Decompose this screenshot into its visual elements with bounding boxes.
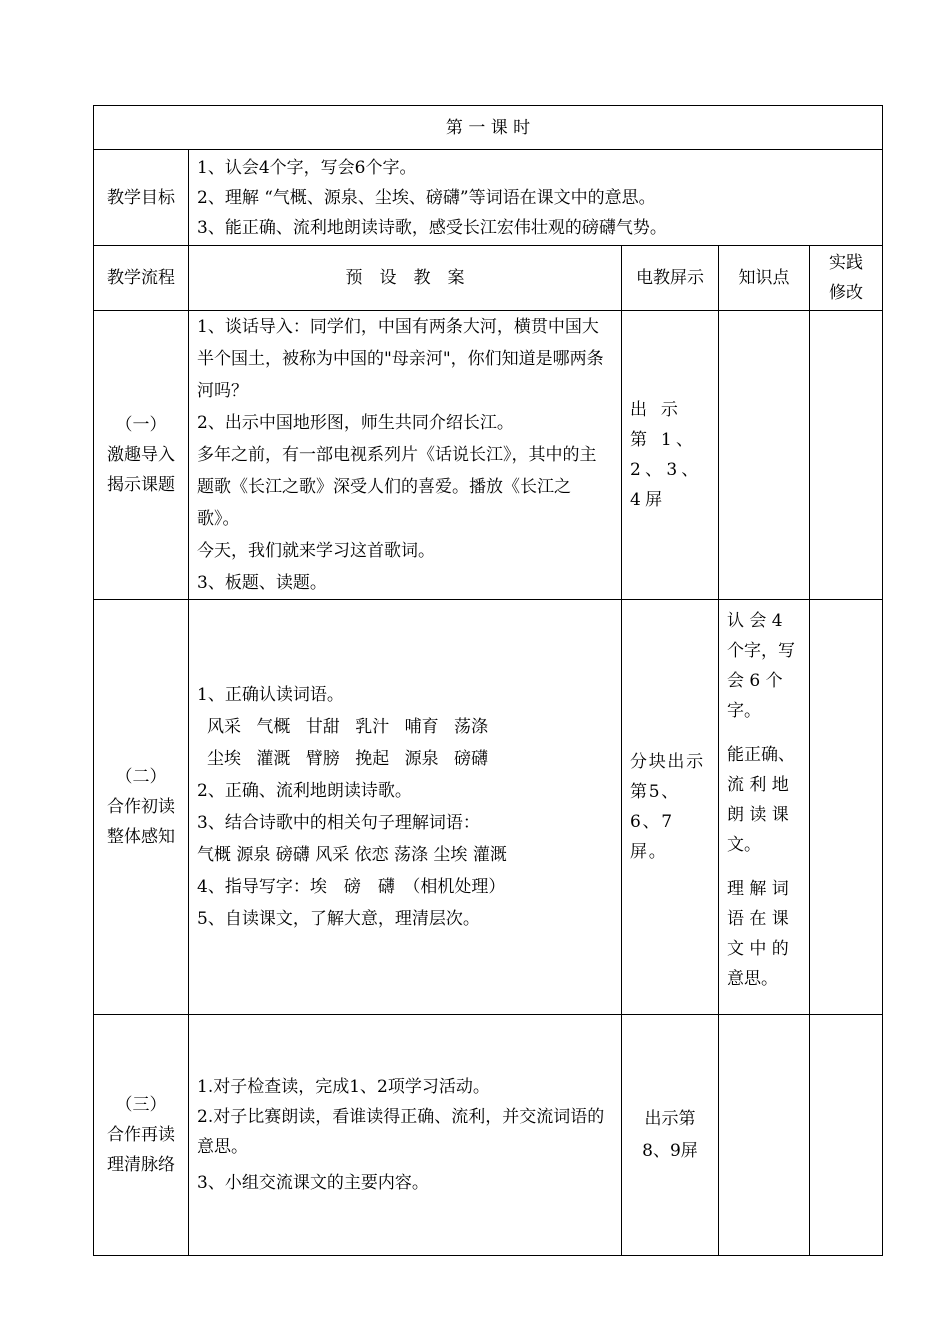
section-row-3: [94, 1015, 883, 1256]
column-header-row: [94, 246, 883, 311]
word-list: [197, 743, 613, 775]
section-practice-1: [810, 311, 883, 600]
word: 挽起: [355, 749, 390, 769]
word: 臂膀: [305, 749, 340, 769]
word: 风采: [207, 717, 241, 737]
section-knowledge-2: [719, 600, 810, 1015]
plan-line: 3、结合诗歌中的相关句子理解词语：: [197, 813, 480, 833]
section-practice-3: [810, 1015, 883, 1256]
word: 荡涤: [454, 717, 489, 737]
section-plan-1: [189, 311, 622, 600]
word: 乳汁: [355, 717, 390, 737]
column-flow: 教学流程: [94, 246, 189, 311]
section-title-3: （三） 合作再读 理清脉络: [94, 1015, 189, 1256]
plan-line: 多年之前，有一部电视系列片《话说长江》，其中的主题歌《长江之歌》深受人们的喜爱。播放《长江之歌》。: [197, 445, 597, 529]
goals-row: [94, 150, 883, 246]
word: 气概: [256, 717, 291, 737]
plan-line: 今天，我们就来学习这首歌词。: [197, 541, 435, 561]
plan-line: 1、正确认读词语。: [197, 685, 344, 705]
column-knowledge: 知识点: [719, 246, 810, 311]
section-title-2: （二） 合作初读 整体感知: [94, 600, 189, 1015]
word-list: [197, 711, 613, 743]
word: 尘埃: [207, 749, 241, 769]
word: 磅礴: [454, 749, 489, 769]
knowledge-item: 能正确、流 利 地 朗 读 课文。: [727, 745, 795, 855]
section-row-2: [94, 600, 883, 1015]
section-plan-2: [189, 600, 622, 1015]
section-media-1: 出 示 第 1、2、3、4屏: [622, 311, 719, 600]
column-practice: 实践 修改: [810, 246, 883, 311]
goals-label: 教学目标: [94, 150, 189, 246]
word: 甘甜: [305, 717, 340, 737]
column-plan: 预 设 教 案: [189, 246, 622, 311]
plan-line: 5、自读课文，了解大意，理清层次。: [197, 909, 480, 929]
plan-line: 3、小组交流课文的主要内容。: [197, 1173, 429, 1193]
plan-line: 2、正确、流利地朗读诗歌。: [197, 781, 412, 801]
plan-line: 4、指导写字：埃 磅 礴 （相机处理）: [197, 877, 506, 897]
section-media-2: 分块出示第5、6、7屏。: [622, 600, 719, 1015]
plan-line: 2.对子比赛朗读，看谁读得正确、流利，并交流词语的意思。: [197, 1107, 605, 1157]
plan-line: 2、出示中国地形图，师生共同介绍长江。: [197, 413, 514, 433]
plan-line: 1.对子检查读，完成1、2项学习活动。: [197, 1077, 490, 1097]
section-knowledge-3: [719, 1015, 810, 1256]
plan-line: 1、谈话导入：同学们，中国有两条大河，横贯中国大半个国土，被称为中国的"母亲河"，你们知道是哪两条河吗？: [197, 317, 604, 401]
plan-line: 气概 源泉 磅礴 风采 依恋 荡涤 尘埃 灌溉: [197, 845, 507, 865]
section-row-1: [94, 311, 883, 600]
plan-line: 3、板题、读题。: [197, 573, 327, 593]
goal-item: 3、能正确、流利地朗读诗歌，感受长江宏伟壮观的磅礴气势。: [197, 217, 667, 238]
word: 哺育: [404, 717, 439, 737]
goals-content: [189, 150, 883, 246]
goal-item: 2、理解 “气概、源泉、尘埃、磅礴”等词语在课文中的意思。: [197, 187, 656, 208]
lesson-plan-table: [93, 105, 883, 1256]
title-row: [94, 106, 883, 150]
knowledge-item: 理 解 词 语 在 课 文 中 的 意思。: [727, 879, 789, 989]
section-plan-3: [189, 1015, 622, 1256]
goal-item: 1、认会4个字，写会6个字。: [197, 157, 417, 178]
section-title-1: （一） 激趣导入 揭示课题: [94, 311, 189, 600]
section-media-3: 出示第8、9屏: [622, 1015, 719, 1256]
word: 灌溉: [256, 749, 291, 769]
column-media: 电教屏示: [622, 246, 719, 311]
section-practice-2: [810, 600, 883, 1015]
lesson-title: 第 一 课 时: [94, 106, 883, 150]
section-knowledge-1: [719, 311, 810, 600]
knowledge-item: 认 会 4 个字，写会 6 个字。: [727, 611, 795, 721]
word: 源泉: [404, 749, 439, 769]
